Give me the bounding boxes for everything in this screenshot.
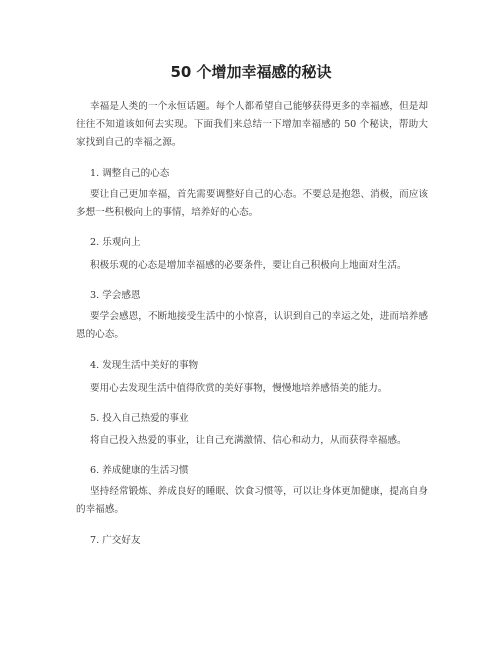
section-body-5: 将自己投入热爱的事业，让自己充满激情、信心和动力，从而获得幸福感。 (90, 435, 407, 446)
section-body-1: 要让自己更加幸福，首先需要调整好自己的心态。不要总是抱怨、消极，而应该多想一些积极向上的事情，培养好的心态。 (76, 189, 428, 218)
section-heading-6: 6. 养成健康的生活习惯 (90, 465, 189, 476)
document-title: 50 个增加幸福感的秘诀 (170, 63, 332, 81)
section-heading-7: 7. 广交好友 (90, 535, 141, 546)
section-heading-3: 3. 学会感恩 (90, 290, 141, 301)
section-heading-1: 1. 调整自己的心态 (90, 168, 170, 179)
section-body-6: 坚持经常锻炼、养成良好的睡眠、饮食习惯等，可以让身体更加健康，提高自身的幸福感。 (76, 486, 428, 515)
section-body-4: 要用心去发现生活中值得欣赏的美好事物，慢慢地培养感悟美的能力。 (90, 383, 388, 394)
section-body-3: 要学会感恩，不断地接受生活中的小惊喜，认识到自己的幸运之处，进而培养感恩的心态。 (76, 311, 428, 340)
intro-paragraph: 幸福是人类的一个永恒话题。每个人都希望自己能够获得更多的幸福感，但是却往往不知道该如何去实现。下面我们来总结一下增加幸福感的 50 个秘诀，帮助大家找到自己的幸福之源。 (76, 101, 428, 148)
section-heading-2: 2. 乐观向上 (90, 237, 141, 248)
section-heading-5: 5. 投入自己热爱的事业 (90, 413, 189, 424)
section-body-2: 积极乐观的心态是增加幸福感的必要条件，要让自己积极向上地面对生活。 (90, 260, 407, 271)
section-heading-4: 4. 发现生活中美好的事物 (90, 360, 199, 371)
